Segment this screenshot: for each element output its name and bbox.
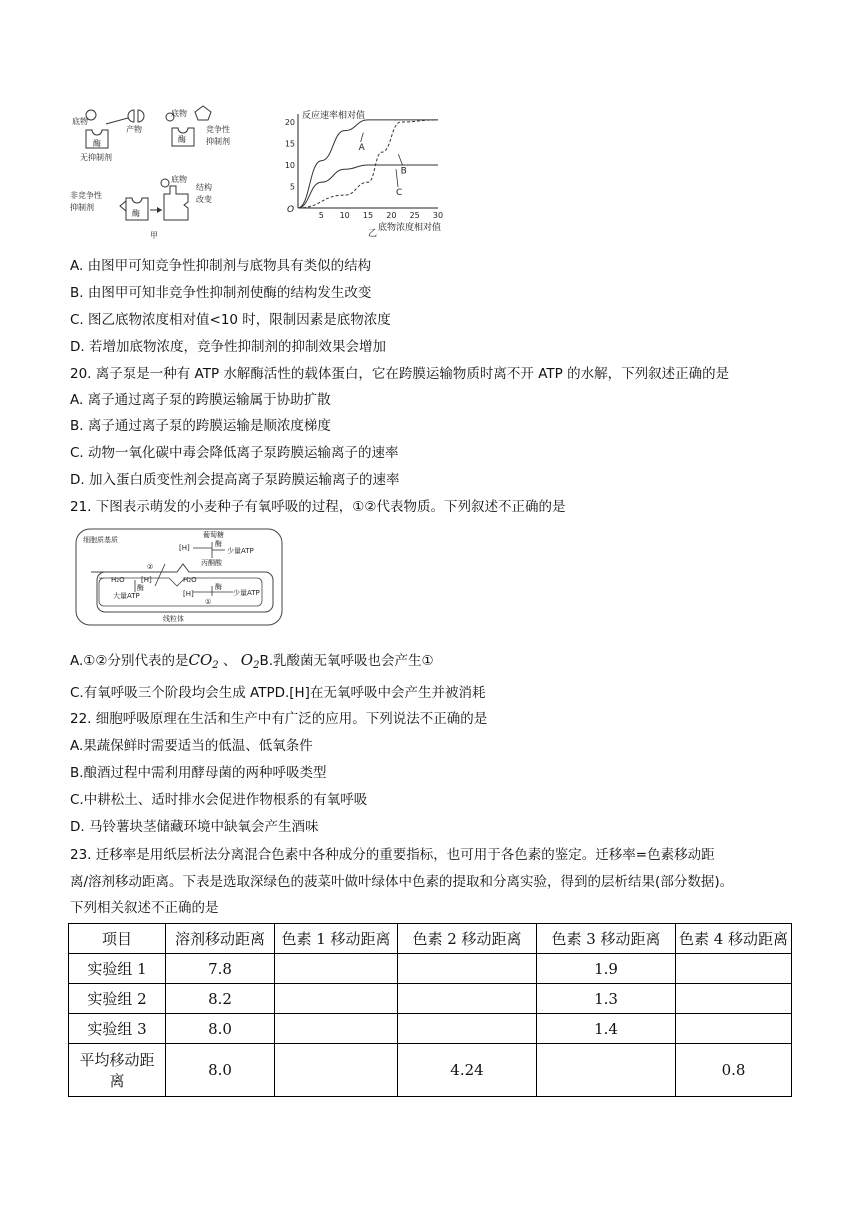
- q19-option-d: D. 若增加底物浓度，竞争性抑制剂的抑制效果会增加: [70, 339, 386, 355]
- h2o-label-b: H₂O: [183, 576, 197, 584]
- series-line-b: [298, 120, 438, 208]
- little-atp-label-a: 少量ATP: [227, 547, 254, 555]
- q23-stem-line-1: 23. 迁移率是用纸层析法分离混合色素中各种成分的重要指标，也可用于各色素的鉴定。迁移率=色素移动距: [70, 847, 715, 863]
- header-cell: 色素 3 移动距离: [537, 924, 676, 954]
- no-inhibitor-label: 无抑制剂: [80, 153, 112, 162]
- label-pointer-a: [361, 133, 364, 142]
- enzyme-label: 酶: [93, 139, 101, 148]
- pyruvate-label: 丙酮酸: [201, 559, 222, 567]
- h-label-b: [H]: [141, 576, 152, 584]
- table-cell: [676, 984, 792, 1014]
- y-axis-label: 反应速率相对值: [302, 111, 366, 121]
- product-label: 产物: [126, 125, 142, 134]
- label-pointer-c: [396, 169, 398, 187]
- table-row: [69, 1014, 792, 1044]
- table-row: [69, 954, 792, 984]
- table-cell: [676, 1014, 792, 1044]
- cytoplasm-label: 细胞质基质: [83, 536, 118, 544]
- noncompetitive-label-1: 非竞争性: [70, 191, 102, 200]
- y-tick-label: 15: [284, 139, 295, 149]
- x-tick-label: 15: [362, 211, 374, 220]
- x-axis-label: 底物浓度相对值: [378, 223, 442, 233]
- header-cell: 色素 4 移动距离: [676, 924, 792, 954]
- substrate-label: 底物: [72, 117, 88, 126]
- origin-label: O: [287, 205, 295, 215]
- respiration-diagram: [75, 528, 283, 626]
- enzyme-label-b: 酶: [137, 584, 144, 592]
- y-tick-label: 5: [289, 182, 295, 192]
- series-line-c: [298, 165, 438, 208]
- table-cell: [275, 954, 398, 984]
- q21-option-a-prefix: A.①②分别代表的是: [70, 653, 189, 669]
- x-tick-label: 5: [318, 211, 324, 220]
- q19-option-c: C. 图乙底物浓度相对值<10 时，限制因素是底物浓度: [70, 312, 391, 328]
- o2-text: O: [240, 651, 254, 669]
- table-cell: 8.0: [166, 1014, 275, 1044]
- o2-subscript: 2: [253, 660, 260, 671]
- y-tick-label: 10: [284, 161, 295, 170]
- header-cell: 色素 2 移动距离: [398, 924, 537, 954]
- series-label-b: B: [400, 166, 407, 177]
- marker-1: ①: [205, 598, 212, 606]
- substrate-label-2: 底物: [171, 109, 187, 118]
- o2-formula: [241, 651, 260, 669]
- q19-option-b: B. 由图甲可知非竞争性抑制剂使酶的结构发生改变: [70, 285, 372, 301]
- mito-label: 线粒体: [163, 615, 184, 623]
- co2-formula: [189, 651, 219, 669]
- table-cell: [275, 984, 398, 1014]
- table-header-row: [69, 924, 792, 954]
- figure-yi-label: 乙: [368, 229, 378, 238]
- q22-option-d: D. 马铃薯块茎储藏环境中缺氧会产生酒味: [70, 819, 319, 835]
- header-cell: 项目: [69, 924, 166, 954]
- table-cell: 实验组 2: [69, 984, 166, 1014]
- table-cell: 0.8: [676, 1044, 792, 1097]
- table-cell: [275, 1044, 398, 1097]
- table-cell: [275, 1014, 398, 1044]
- x-tick-label: 30: [432, 211, 444, 220]
- enzyme-label-3: 酶: [132, 209, 140, 218]
- competitive-label-2: 抑制剂: [206, 137, 230, 146]
- header-cell: 色素 1 移动距离: [275, 924, 398, 954]
- structure-label-1: 结构: [196, 183, 212, 192]
- table-cell: [676, 954, 792, 984]
- q23-stem-line-3: 下列相关叙述不正确的是: [70, 900, 219, 916]
- header-cell: 溶剂移动距离: [166, 924, 275, 954]
- table-cell: [398, 1014, 537, 1044]
- q20-stem: 20. 离子泵是一种有 ATP 水解酶活性的载体蛋白，它在跨膜运输物质时离不开 ATP 的水解，下列叙述正确的是: [70, 366, 730, 382]
- series-label-c: C: [396, 188, 403, 199]
- q19-option-a: A. 由图甲可知竞争性抑制剂与底物具有类似的结构: [70, 258, 372, 274]
- q20-option-d: D. 加入蛋白质变性剂会提高离子泵跨膜运输离子的速率: [70, 472, 400, 488]
- co2-subscript: 2: [212, 660, 219, 671]
- x-tick-label: 25: [409, 211, 420, 220]
- h2o-label-a: H₂O: [111, 576, 125, 584]
- q22-option-a: A.果蔬保鲜时需要适当的低温、低氧条件: [70, 738, 313, 754]
- q22-option-b: B.酿酒过程中需利用酵母菌的两种呼吸类型: [70, 765, 327, 781]
- q20-option-b: B. 离子通过离子泵的跨膜运输是顺浓度梯度: [70, 418, 331, 434]
- q21-option-a-sep: 、: [222, 653, 237, 669]
- glucose-label: 葡萄糖: [203, 531, 224, 539]
- figure-jia-label: 甲: [150, 231, 158, 240]
- little-atp-label-b: 少量ATP: [233, 589, 260, 597]
- x-tick-label: 10: [339, 211, 350, 220]
- table-cell: [398, 984, 537, 1014]
- q23-stem-line-2: 离/溶剂移动距离。下表是选取深绿色的菠菜叶做叶绿体中色素的提取和分离实验，得到的层析结果(部分数据)。: [70, 874, 734, 890]
- table-row: [69, 1044, 792, 1097]
- q21-option-c-d: C.有氧呼吸三个阶段均会生成 ATPD.[H]在无氧呼吸中会产生并被消耗: [70, 685, 486, 701]
- q21-option-a-b: [70, 650, 434, 676]
- product-shape: [128, 110, 144, 122]
- figure-yi-chart: [282, 108, 462, 238]
- x-tick-label: 20: [386, 211, 397, 220]
- table-cell: 4.24: [398, 1044, 537, 1097]
- label-pointer-b: [398, 154, 402, 166]
- h-label-a: [H]: [179, 544, 190, 552]
- table-cell: 8.2: [166, 984, 275, 1014]
- y-tick-label: 20: [284, 118, 295, 127]
- table-cell: 1.3: [537, 984, 676, 1014]
- competitive-label-1: 竞争性: [206, 125, 230, 134]
- series-label-a: A: [358, 142, 365, 153]
- table-cell: 7.8: [166, 954, 275, 984]
- enzyme-label-c: 酶: [215, 583, 222, 591]
- q21-option-b: B.乳酸菌无氧呼吸也会产生①: [259, 653, 434, 669]
- series-line-a: [298, 120, 438, 208]
- enzyme-label-2: 酶: [178, 135, 186, 144]
- noncompetitive-label-2: 抑制剂: [70, 203, 94, 212]
- much-atp-label: 大量ATP: [113, 592, 140, 600]
- table-cell: 实验组 1: [69, 954, 166, 984]
- q21-stem: 21. 下图表示萌发的小麦种子有氧呼吸的过程，①②代表物质。下列叙述不正确的是: [70, 499, 566, 515]
- table-cell: 8.0: [166, 1044, 275, 1097]
- co2-text: CO: [188, 651, 213, 669]
- q20-option-c: C. 动物一氧化碳中毒会降低离子泵跨膜运输离子的速率: [70, 445, 399, 461]
- table-cell: [398, 954, 537, 984]
- marker-2: ②: [147, 563, 154, 571]
- results-table: [68, 923, 792, 1097]
- q22-stem: 22. 细胞呼吸原理在生活和生产中有广泛的应用。下列说法不正确的是: [70, 711, 488, 727]
- figure-jia: [70, 102, 250, 242]
- table-cell: 1.9: [537, 954, 676, 984]
- q20-option-a: A. 离子通过离子泵的跨膜运输属于协助扩散: [70, 392, 331, 408]
- h-label-c: [H]: [183, 590, 194, 598]
- table-row: [69, 984, 792, 1014]
- table-cell: 实验组 3: [69, 1014, 166, 1044]
- q22-option-c: C.中耕松土、适时排水会促进作物根系的有氧呼吸: [70, 792, 368, 808]
- table-cell: [537, 1044, 676, 1097]
- substrate-label-3: 底物: [171, 175, 187, 184]
- table-cell: 1.4: [537, 1014, 676, 1044]
- structure-label-2: 改变: [196, 195, 212, 204]
- table-cell: 平均移动距离: [69, 1044, 166, 1097]
- enzyme-label-a: 酶: [215, 540, 222, 548]
